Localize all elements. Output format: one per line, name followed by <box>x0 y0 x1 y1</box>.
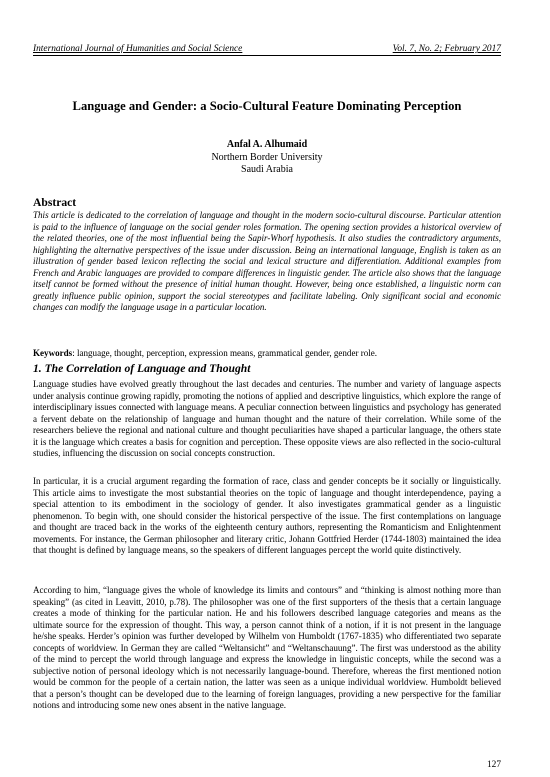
body-paragraph: In particular, it is a crucial argument regarding the formation of race, class and gender concepts be it socially or linguistically. This article aims to investigate the most substantial theories on the topic of language and thought interdependence, paying a special attention to its embodiment in the sociology of gender. It also investigates grammatical gender as a linguistic phenomenon. To begin with, one should consider the historical perspective of the issue. The first contemplations on language and thought are traced back in the works of the eighteenth century authors, representing the Romanticism and Enlightenment movements. For instance, the German philosopher and literary critic, Johann Gottfried Herder (1744-1803) maintained the idea that thought is defined by language means, so the speakers of different languages percept the world quite distinctively. <box>33 476 501 556</box>
journal-name: International Journal of Humanities and Social Science <box>33 44 243 54</box>
keywords-label: Keywords <box>33 348 73 358</box>
body-paragraph: According to him, “language gives the whole of knowledge its limits and contours” and “thinking is almost nothing more than speaking” (as cited in Leavitt, 2010, p.78). The philosopher was one of the first supporters of the thesis that a certain language creates a mode of thinking for the particular nation. He and his followers described language categories and means as the ultimate source for the expression of thought. This way, a person cannot think of a notion, if it is not present in the language he/she speaks. Herder’s opinion was further developed by Wilhelm von Humboldt (1767-1835) who differentiated two separate concepts of worldview. In German they are called “Weltansicht” and “Weltanschauung”. The first was understood as the ability of the mind to percept the world through language and express the knowledge in linguistic concepts, while the second was a subjective notion of personal ideology which is not necessarily language-bound. Therefore, whereas the first mentioned notion would be common for the people of a certain nation, the latter was seen as a unique individual worldview. Humboldt believed that a person’s thought can be developed due to the learning of foreign languages, providing a new perspective for the familiar notions and introducing some new ones absent in the native language. <box>33 585 501 711</box>
running-header <box>33 44 501 56</box>
keywords-line <box>33 348 501 360</box>
keywords-text: : language, thought, perception, expression means, grammatical gender, gender role. <box>72 348 378 358</box>
article-title: Language and Gender: a Socio-Cultural Feature Dominating Perception <box>72 99 462 113</box>
author-affiliation: Northern Border University <box>211 151 323 163</box>
abstract-heading: Abstract <box>33 196 77 209</box>
author-name: Anfal A. Alhumaid <box>226 139 308 150</box>
volume-issue: Vol. 7, No. 2; February 2017 <box>392 44 501 54</box>
page-number: 127 <box>486 760 501 770</box>
author-block <box>33 139 501 177</box>
abstract-text: This article is dedicated to the correlation of language and thought in the modern socio-cultural discourse. Particular attention is paid to the influence of language on the social gender roles formation. The opening section provides a historical overview of the related theories, one of the most influential being the Sapir-Whorf hypothesis. It also studies the contradictory arguments, highlighting the alternative perspectives of the issue under discussion. Being an international language, English is taken as an illustration of gender based lexicon reflecting the social and lexical structure and differentiation. Additional examples from French and Arabic languages are provided to compare differences in linguistic gender. The article also shows that the language itself cannot be formed without the presence of initial human thought. However, being once established, a linguistic norm can greatly influence public opinion, support the social stereotypes and facilitate labeling. Only significant social and economic changes can modify the language usage in a particular location. <box>33 210 501 313</box>
body-paragraph: Language studies have evolved greatly throughout the last decades and centuries. The number and variety of language aspects under analysis continue growing rapidly, promoting the notions of applied and descriptive linguistics, which explore the range of interdisciplinary issues connected with language means. A peculiar connection between linguistics and psychology has generated a fervent debate on the relationship of language and human thought and the nature of their correlation. While some of the researchers believe the regional and national culture and thought peculiarities have shaped a particular language, the others state it is the language which creates a basis for cognition and perception. These opposite views are also reflected in the socio-cultural studies, influencing the discussion on social concepts construction. <box>33 379 501 459</box>
section-heading: 1. The Correlation of Language and Thought <box>33 362 251 375</box>
author-country: Saudi Arabia <box>241 164 293 175</box>
